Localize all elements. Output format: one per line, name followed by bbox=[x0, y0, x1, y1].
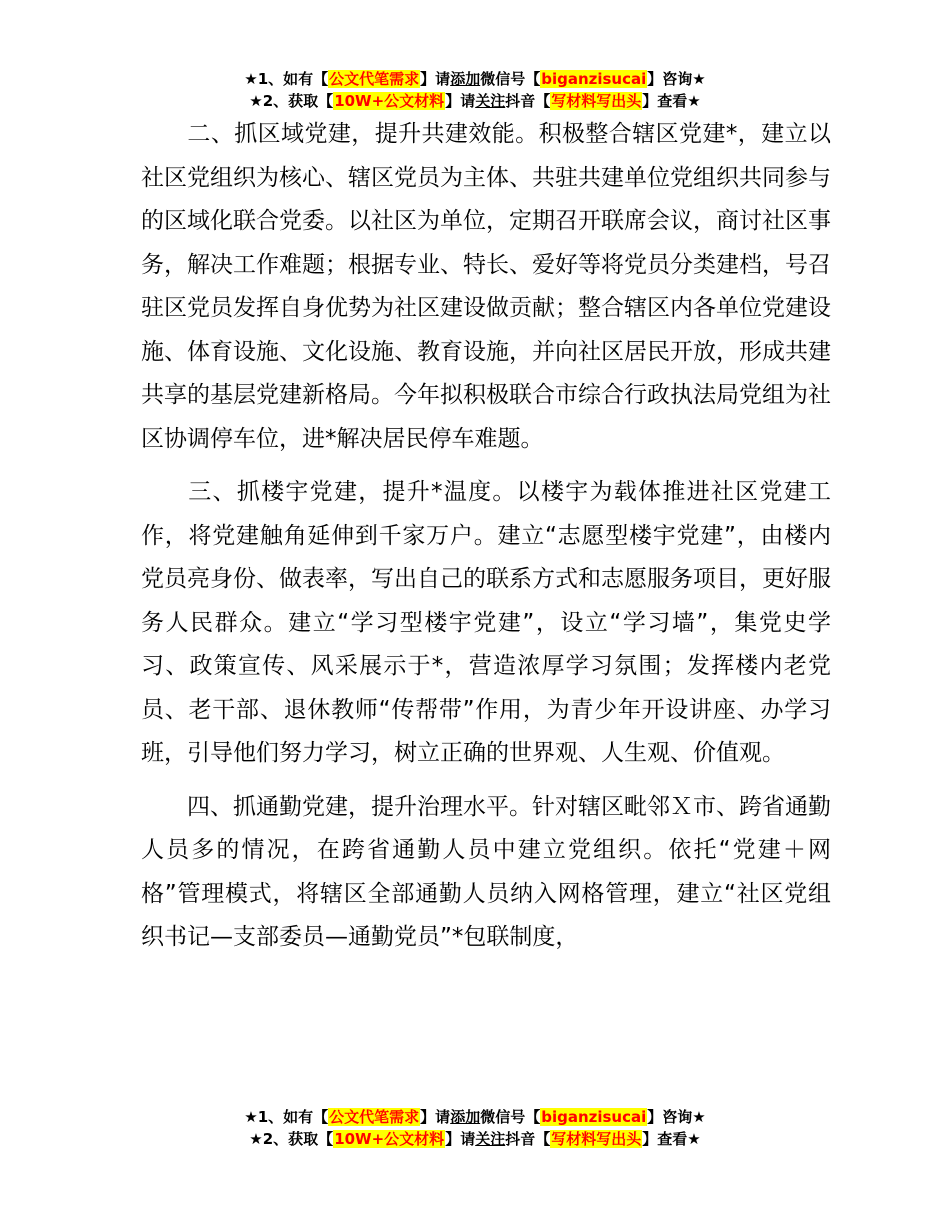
banner-line-1-prefix: ★1、如有【 bbox=[244, 1108, 329, 1126]
banner-line-2-underlined: 关注 bbox=[475, 1130, 506, 1148]
banner-line-2-highlight-douyin: 写材料写出头 bbox=[551, 1130, 642, 1148]
banner-line-2-suffix: 】查看★ bbox=[642, 92, 701, 110]
banner-line-2-mid2: 抖音【 bbox=[505, 1130, 551, 1148]
footer-banner bbox=[0, 1106, 950, 1150]
banner-line-1 bbox=[0, 1106, 950, 1128]
banner-line-2-prefix: ★2、获取【 bbox=[249, 92, 334, 110]
banner-line-2-mid2: 抖音【 bbox=[505, 92, 551, 110]
banner-line-1-highlight-wechat: biganzisucai bbox=[541, 70, 647, 88]
banner-line-2-suffix: 】查看★ bbox=[642, 1130, 701, 1148]
banner-line-2-highlight-douyin: 写材料写出头 bbox=[551, 92, 642, 110]
banner-line-1-mid1: 】请 bbox=[420, 70, 451, 88]
banner-line-2-mid1: 】请 bbox=[445, 1130, 476, 1148]
banner-line-1-suffix: 】咨询★ bbox=[647, 70, 706, 88]
banner-line-1-highlight-service: 公文代笔需求 bbox=[329, 70, 420, 88]
paragraph-commuter-party-building bbox=[141, 786, 831, 960]
banner-line-2-underlined: 关注 bbox=[475, 92, 506, 110]
paragraph-text: 三、抓楼宇党建，提升*温度。以楼宇为载体推进社区党建工作，将党建触角延伸到千家万户。建立“志愿型楼宇党建”，由楼内党员亮身份、做表率，写出自己的联系方式和志愿服务项目，更好服务人民群众。建立“学习型楼宇党建”，设立“学习墙”，集党史学习、政策宣传、风采展示于*，营造浓厚学习氛围；发挥楼内老党员、老干部、退休教师“传帮带”作用，为青少年开设讲座、办学习班，引导他们努力学习，树立正确的世界观、人生观、价值观。 bbox=[141, 479, 831, 766]
banner-line-1-underlined: 添加 bbox=[450, 70, 481, 88]
banner-line-1-suffix: 】咨询★ bbox=[647, 1108, 706, 1126]
banner-line-1-mid2: 微信号【 bbox=[480, 70, 541, 88]
banner-line-1-underlined: 添加 bbox=[450, 1108, 481, 1126]
banner-line-1-mid1: 】请 bbox=[420, 1108, 451, 1126]
paragraph-district-party-building bbox=[141, 113, 831, 461]
paragraph-text: 二、抓区域党建，提升共建效能。积极整合辖区党建*，建立以社区党组织为核心、辖区党员为主体、共驻共建单位党组织共同参与的区域化联合党委。以社区为单位，定期召开联席会议，商讨社区事务，解决工作难题；根据专业、特长、爱好等将党员分类建档，号召驻区党员发挥自身优势为社区建设做贡献；整合辖区内各单位党建设施、体育设施、文化设施、教育设施，并向社区居民开放，形成共建共享的基层党建新格局。今年拟积极联合市综合行政执法局党组为社区协调停车位，进*解决居民停车难题。 bbox=[141, 121, 831, 452]
banner-line-1-highlight-wechat: biganzisucai bbox=[541, 1108, 647, 1126]
banner-line-2 bbox=[0, 90, 950, 112]
banner-line-2 bbox=[0, 1128, 950, 1150]
header-banner bbox=[0, 68, 950, 112]
banner-line-2-mid1: 】请 bbox=[445, 92, 476, 110]
banner-line-1-highlight-service: 公文代笔需求 bbox=[329, 1108, 420, 1126]
banner-line-1 bbox=[0, 68, 950, 90]
banner-line-2-highlight-materials: 10W+公文材料 bbox=[334, 1130, 445, 1148]
banner-line-1-mid2: 微信号【 bbox=[480, 1108, 541, 1126]
banner-line-1-prefix: ★1、如有【 bbox=[244, 70, 329, 88]
banner-line-2-prefix: ★2、获取【 bbox=[249, 1130, 334, 1148]
document-body bbox=[141, 113, 831, 960]
banner-line-2-highlight-materials: 10W+公文材料 bbox=[334, 92, 445, 110]
paragraph-building-party-building bbox=[141, 471, 831, 776]
paragraph-text: 四、抓通勤党建，提升治理水平。针对辖区毗邻Ｘ市、跨省通勤人员多的情况，在跨省通勤人员中建立党组织。依托“党建＋网格”管理模式，将辖区全部通勤人员纳入网格管理，建立“社区党组织书记—支部委员—通勤党员”*包联制度， bbox=[141, 793, 831, 950]
